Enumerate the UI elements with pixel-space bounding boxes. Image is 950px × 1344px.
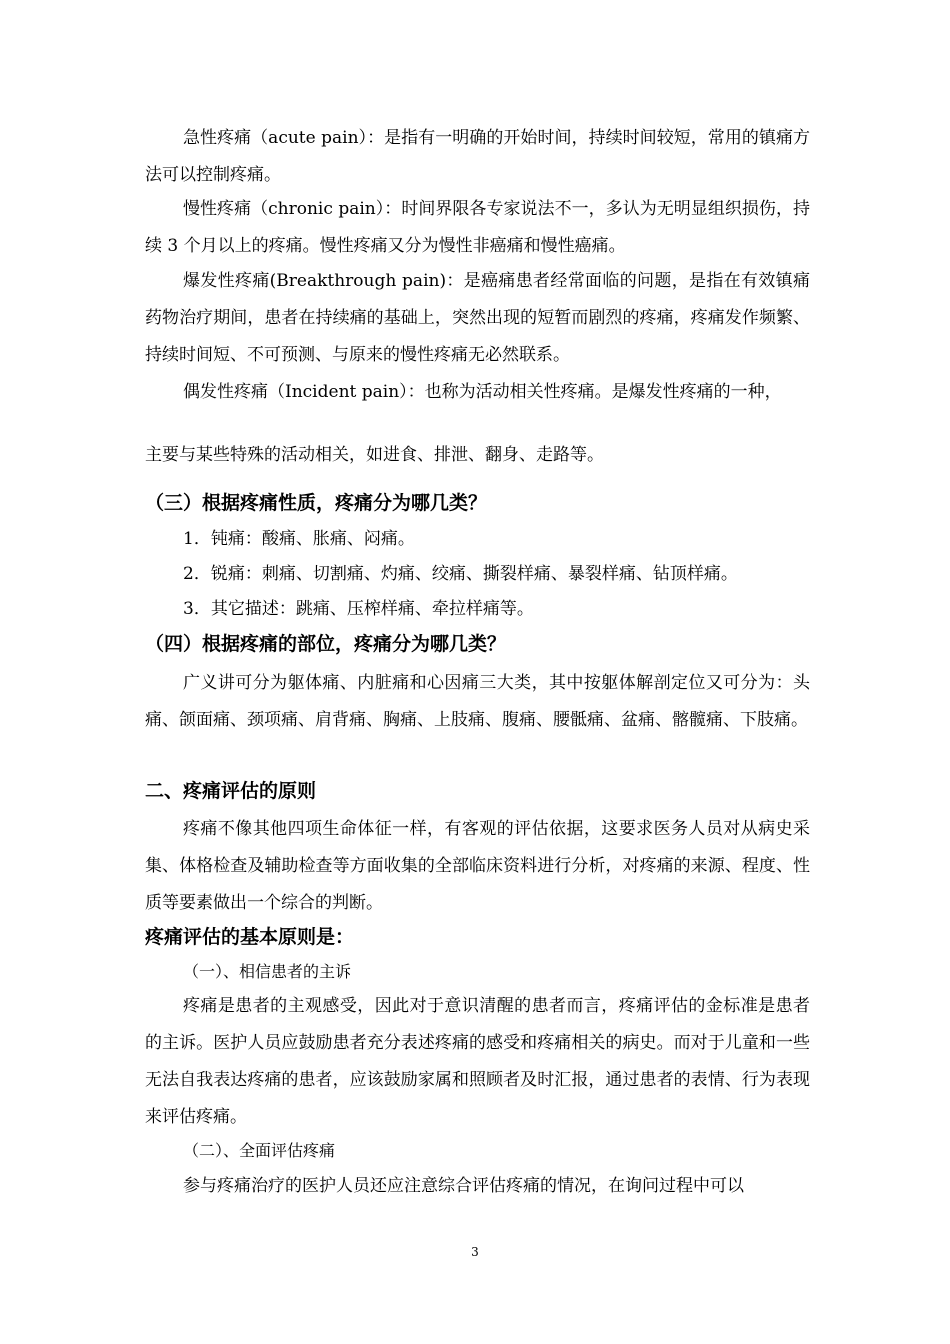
- page-number: 3: [471, 1245, 479, 1259]
- section3-item: 2．锐痛：刺痛、切割痛、灼痛、绞痛、撕裂样痛、暴裂样痛、钻顶样痛。: [183, 564, 738, 584]
- section3-item: 1．钝痛：酸痛、胀痛、闷痛。: [183, 529, 415, 549]
- subsection2-heading: （二）、全面评估疼痛: [183, 1141, 336, 1160]
- section4-heading: （四）根据疼痛的部位，疼痛分为哪几类？: [145, 633, 507, 655]
- section3-heading: （三）根据疼痛性质，疼痛分为哪几类？: [145, 492, 488, 514]
- paragraph-acute-pain: 急性疼痛（acute pain）：是指有一明确的开始时间，持续时间较短，常用的镇痛方法可以控制疼痛。: [145, 128, 810, 185]
- paragraph-breakthrough-pain: 爆发性疼痛(Breakthrough pain)：是癌痛患者经常面临的问题，是指在有效镇痛药物治疗期间，患者在持续痛的基础上，突然出现的短暂而剧烈的疼痛，疼痛发作频繁、持续时间短、不可预测、与原来的慢性疼痛无必然联系。: [145, 271, 810, 365]
- paragraph-incident-pain: 偶发性疼痛（Incident pain）：也称为活动相关性疼痛。是爆发性疼痛的一种，: [183, 382, 782, 402]
- part2-intro: 疼痛不像其他四项生命体征一样，有客观的评估依据，这要求医务人员对从病史采集、体格检查及辅助检查等方面收集的全部临床资料进行分析，对疼痛的来源、程度、性质等要素做出一个综合的判断。: [145, 819, 810, 913]
- part2-heading: 二、疼痛评估的原则: [145, 780, 317, 802]
- basic-principles-heading: 疼痛评估的基本原则是：: [145, 926, 355, 948]
- subsection1-heading: （一）、相信患者的主诉: [183, 962, 352, 981]
- subsection1-body: 疼痛是患者的主观感受，因此对于意识清醒的患者而言，疼痛评估的金标准是患者的主诉。医护人员应鼓励患者充分表述疼痛的感受和疼痛相关的病史。而对于儿童和一些无法自我表达疼痛的患者，应该鼓励家属和照顾者及时汇报，通过患者的表情、行为表现来评估疼痛。: [145, 996, 810, 1127]
- paragraph-chronic-pain: 慢性疼痛（chronic pain）：时间界限各专家说法不一，多认为无明显组织损伤，持续 3 个月以上的疼痛。慢性疼痛又分为慢性非癌痛和慢性癌痛。: [145, 199, 810, 256]
- subsection2-body: 参与疼痛治疗的医护人员还应注意综合评估疼痛的情况，在询问过程中可以: [183, 1176, 744, 1196]
- section3-item: 3．其它描述：跳痛、压榨样痛、牵拉样痛等。: [183, 599, 534, 619]
- section4-body: 广义讲可分为躯体痛、内脏痛和心因痛三大类，其中按躯体解剖定位又可分为：头痛、颌面痛、颈项痛、肩背痛、胸痛、上肢痛、腹痛、腰骶痛、盆痛、髂髋痛、下肢痛。: [145, 673, 810, 730]
- paragraph-incident-pain-cont: 主要与某些特殊的活动相关，如进食、排泄、翻身、走路等。: [145, 445, 604, 465]
